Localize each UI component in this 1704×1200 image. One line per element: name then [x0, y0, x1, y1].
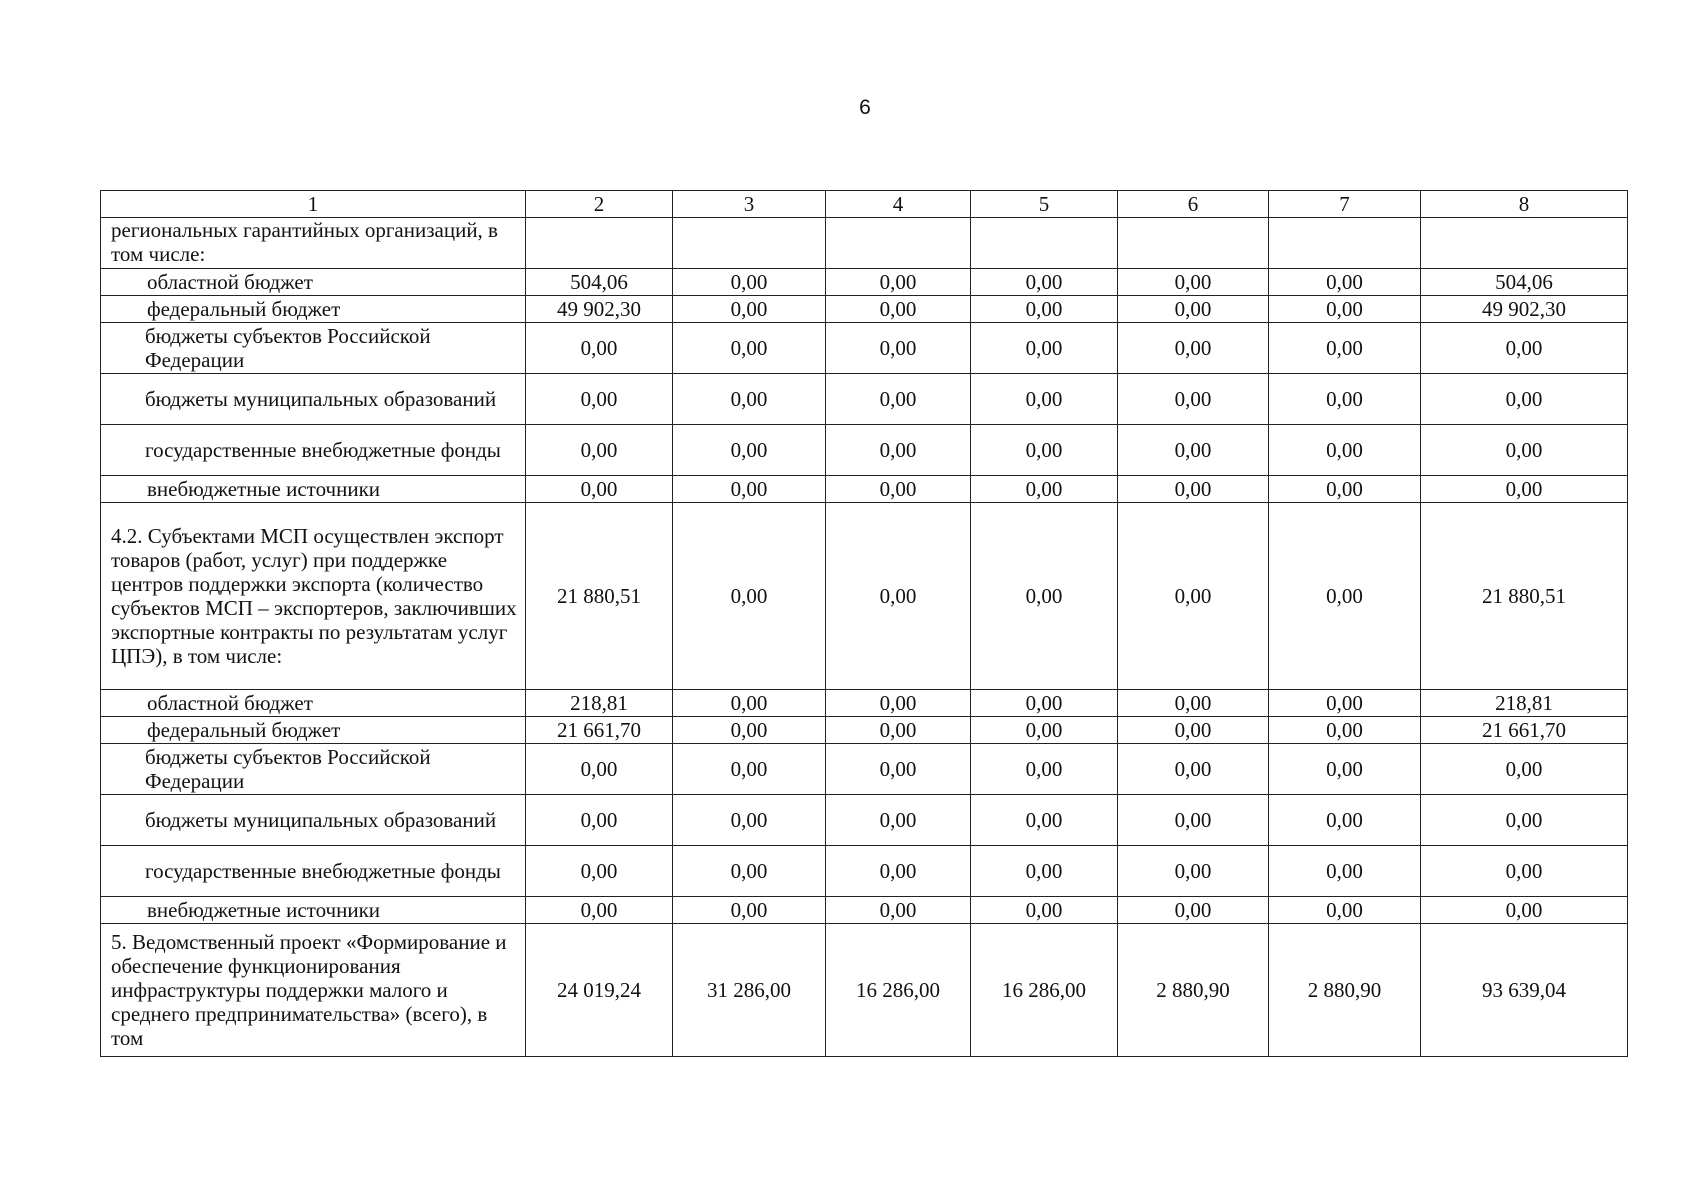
value-cell: 0,00	[971, 744, 1118, 795]
value-cell: 0,00	[673, 717, 826, 744]
value-cell: 2 880,90	[1269, 924, 1421, 1057]
value-cell: 0,00	[526, 374, 673, 425]
table-row	[101, 846, 1628, 897]
table-row	[101, 323, 1628, 374]
header-cell: 8	[1421, 191, 1628, 218]
value-cell: 0,00	[1118, 717, 1269, 744]
value-cell: 0,00	[673, 690, 826, 717]
value-cell: 0,00	[1421, 425, 1628, 476]
value-cell: 0,00	[1118, 846, 1269, 897]
value-cell: 0,00	[1421, 744, 1628, 795]
value-cell: 0,00	[826, 846, 971, 897]
value-cell: 49 902,30	[526, 296, 673, 323]
value-cell: 0,00	[1269, 476, 1421, 503]
value-cell: 0,00	[1118, 897, 1269, 924]
value-cell: 0,00	[1421, 795, 1628, 846]
value-cell: 0,00	[826, 503, 971, 690]
value-cell: 0,00	[971, 425, 1118, 476]
value-cell: 0,00	[1269, 846, 1421, 897]
row-label: бюджеты субъектов Российской Федерации	[101, 323, 526, 374]
value-cell: 24 019,24	[526, 924, 673, 1057]
table-row	[101, 218, 1628, 269]
value-cell: 0,00	[971, 476, 1118, 503]
value-cell: 0,00	[1269, 717, 1421, 744]
value-cell: 0,00	[1269, 296, 1421, 323]
value-cell: 21 661,70	[526, 717, 673, 744]
header-cell: 5	[971, 191, 1118, 218]
table-row	[101, 717, 1628, 744]
value-cell	[526, 218, 673, 269]
value-cell: 0,00	[1118, 374, 1269, 425]
value-cell: 0,00	[1421, 476, 1628, 503]
table-row	[101, 690, 1628, 717]
value-cell: 0,00	[673, 425, 826, 476]
value-cell: 0,00	[526, 744, 673, 795]
row-label: региональных гарантийных организаций, в том числе:	[101, 218, 526, 269]
value-cell: 0,00	[1421, 846, 1628, 897]
value-cell	[1118, 218, 1269, 269]
value-cell: 0,00	[673, 744, 826, 795]
value-cell: 2 880,90	[1118, 924, 1269, 1057]
row-label: внебюджетные источники	[101, 897, 526, 924]
row-label: бюджеты муниципальных образований	[101, 795, 526, 846]
row-label: федеральный бюджет	[101, 717, 526, 744]
header-cell: 1	[101, 191, 526, 218]
value-cell: 0,00	[971, 795, 1118, 846]
value-cell: 0,00	[673, 476, 826, 503]
row-label: областной бюджет	[101, 269, 526, 296]
row-label: 4.2. Субъектами МСП осуществлен экспорт товаров (работ, услуг) при поддержке центров поддержки экспорта (количество субъектов МСП – экспортеров, заключивших экспортные контракты по результатам услуг ЦПЭ), в том числе:	[101, 503, 526, 690]
row-label: государственные внебюджетные фонды	[101, 425, 526, 476]
value-cell: 16 286,00	[826, 924, 971, 1057]
value-cell: 0,00	[1269, 374, 1421, 425]
value-cell: 0,00	[673, 374, 826, 425]
value-cell: 0,00	[971, 690, 1118, 717]
value-cell	[826, 218, 971, 269]
value-cell: 0,00	[673, 323, 826, 374]
value-cell: 0,00	[1269, 269, 1421, 296]
value-cell	[673, 218, 826, 269]
value-cell: 21 880,51	[526, 503, 673, 690]
value-cell: 0,00	[526, 846, 673, 897]
table-row	[101, 425, 1628, 476]
value-cell: 0,00	[673, 846, 826, 897]
value-cell: 0,00	[1269, 897, 1421, 924]
value-cell: 0,00	[526, 323, 673, 374]
value-cell: 0,00	[971, 503, 1118, 690]
table-row	[101, 744, 1628, 795]
value-cell: 0,00	[971, 323, 1118, 374]
value-cell: 16 286,00	[971, 924, 1118, 1057]
value-cell: 0,00	[826, 296, 971, 323]
header-cell: 3	[673, 191, 826, 218]
value-cell: 0,00	[673, 897, 826, 924]
value-cell: 0,00	[826, 744, 971, 795]
table-header-row	[101, 191, 1628, 218]
value-cell: 0,00	[826, 897, 971, 924]
value-cell: 0,00	[526, 476, 673, 503]
value-cell: 0,00	[1118, 795, 1269, 846]
value-cell: 0,00	[1421, 897, 1628, 924]
value-cell: 0,00	[1269, 744, 1421, 795]
value-cell: 0,00	[1421, 323, 1628, 374]
value-cell: 0,00	[526, 795, 673, 846]
table-row	[101, 269, 1628, 296]
header-cell: 7	[1269, 191, 1421, 218]
value-cell: 0,00	[826, 374, 971, 425]
header-cell: 4	[826, 191, 971, 218]
value-cell: 0,00	[1269, 795, 1421, 846]
value-cell: 0,00	[1269, 323, 1421, 374]
row-label: внебюджетные источники	[101, 476, 526, 503]
value-cell: 218,81	[1421, 690, 1628, 717]
value-cell: 0,00	[1118, 425, 1269, 476]
budget-table	[100, 190, 1628, 1057]
table-row	[101, 476, 1628, 503]
value-cell: 31 286,00	[673, 924, 826, 1057]
value-cell: 0,00	[826, 323, 971, 374]
value-cell: 0,00	[971, 897, 1118, 924]
value-cell	[1269, 218, 1421, 269]
value-cell: 0,00	[1269, 503, 1421, 690]
value-cell: 0,00	[1118, 476, 1269, 503]
row-label: 5. Ведомственный проект «Формирование и обеспечение функционирования инфраструктуры поддержки малого и среднего предпринимательства» (всего), в том	[101, 924, 526, 1057]
value-cell: 0,00	[1118, 296, 1269, 323]
table-row	[101, 795, 1628, 846]
value-cell: 0,00	[673, 795, 826, 846]
value-cell: 0,00	[526, 425, 673, 476]
value-cell: 504,06	[1421, 269, 1628, 296]
value-cell: 0,00	[971, 374, 1118, 425]
header-cell: 6	[1118, 191, 1269, 218]
value-cell: 0,00	[826, 795, 971, 846]
value-cell: 0,00	[1118, 503, 1269, 690]
value-cell: 0,00	[826, 269, 971, 296]
value-cell: 0,00	[826, 690, 971, 717]
value-cell: 0,00	[1118, 323, 1269, 374]
value-cell: 0,00	[673, 296, 826, 323]
row-label: федеральный бюджет	[101, 296, 526, 323]
value-cell: 0,00	[1421, 374, 1628, 425]
value-cell: 93 639,04	[1421, 924, 1628, 1057]
row-label: государственные внебюджетные фонды	[101, 846, 526, 897]
value-cell: 504,06	[526, 269, 673, 296]
value-cell	[971, 218, 1118, 269]
table-row	[101, 924, 1628, 1057]
value-cell: 0,00	[526, 897, 673, 924]
value-cell: 0,00	[971, 717, 1118, 744]
header-cell: 2	[526, 191, 673, 218]
row-label: бюджеты субъектов Российской Федерации	[101, 744, 526, 795]
value-cell: 0,00	[826, 717, 971, 744]
value-cell: 21 880,51	[1421, 503, 1628, 690]
value-cell: 0,00	[971, 269, 1118, 296]
value-cell: 21 661,70	[1421, 717, 1628, 744]
table-row	[101, 374, 1628, 425]
table-row	[101, 503, 1628, 690]
row-label: бюджеты муниципальных образований	[101, 374, 526, 425]
value-cell: 218,81	[526, 690, 673, 717]
table-row	[101, 897, 1628, 924]
value-cell: 0,00	[1118, 269, 1269, 296]
value-cell: 0,00	[1118, 744, 1269, 795]
value-cell: 0,00	[971, 846, 1118, 897]
value-cell: 49 902,30	[1421, 296, 1628, 323]
value-cell: 0,00	[971, 296, 1118, 323]
page-number: 6	[859, 96, 871, 119]
value-cell: 0,00	[1269, 425, 1421, 476]
value-cell: 0,00	[826, 476, 971, 503]
value-cell: 0,00	[673, 503, 826, 690]
value-cell	[1421, 218, 1628, 269]
value-cell: 0,00	[1118, 690, 1269, 717]
value-cell: 0,00	[673, 269, 826, 296]
value-cell: 0,00	[1269, 690, 1421, 717]
row-label: областной бюджет	[101, 690, 526, 717]
value-cell: 0,00	[826, 425, 971, 476]
table-row	[101, 296, 1628, 323]
